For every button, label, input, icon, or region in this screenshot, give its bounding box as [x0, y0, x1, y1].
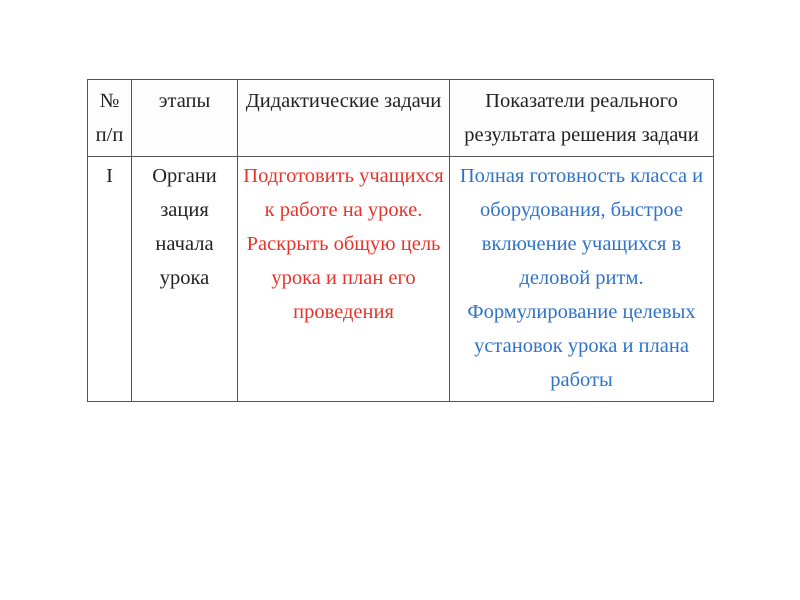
header-results: Показатели реального результата решения задачи	[450, 80, 714, 157]
row-num-cell: I	[88, 157, 132, 402]
row-tasks-cell: Подготовить учащихся к работе на уроке. Раскрыть общую цель урока и план его проведения	[238, 157, 450, 402]
table-header-row	[88, 80, 714, 157]
lesson-stages-table	[87, 79, 714, 402]
header-tasks: Дидактические задачи	[238, 80, 450, 157]
row-stage-cell: Органи зация начала урока	[132, 157, 238, 402]
table-row	[88, 157, 714, 402]
header-num: № п/п	[88, 80, 132, 157]
row-results-cell: Полная готовность класса и оборудования, быстрое включение учащихся в деловой ритм. Формулирование целевых установок урока и плана работы	[450, 157, 714, 402]
header-stage: этапы	[132, 80, 238, 157]
